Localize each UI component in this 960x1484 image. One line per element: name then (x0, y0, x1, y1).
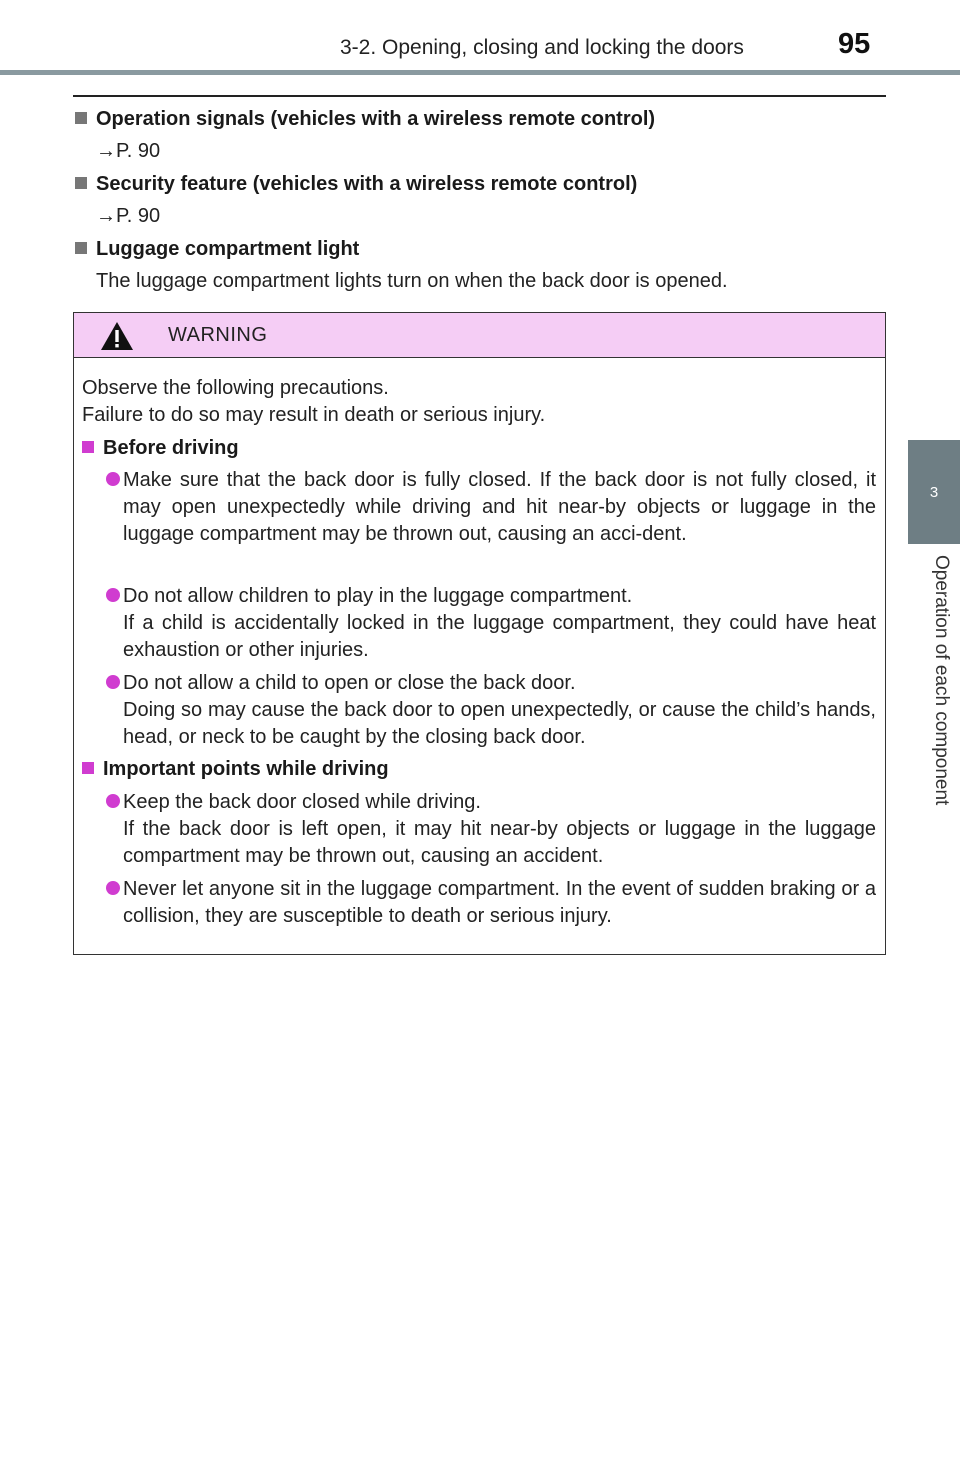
bullet-dot-icon (106, 472, 120, 486)
warning-triangle-icon (100, 320, 134, 352)
square-bullet-icon (75, 112, 87, 124)
section-heading: Operation signals (vehicles with a wireless remote control) (75, 108, 655, 131)
section-body: The luggage compartment lights turn on when the back door is opened. (96, 270, 728, 292)
bullet-dot-icon (106, 588, 120, 602)
square-bullet-icon (75, 242, 87, 254)
bullet-dot-icon (106, 794, 120, 808)
page-reference: →P. 90 (96, 205, 161, 227)
page-number: 95 (838, 28, 871, 60)
square-bullet-icon (75, 177, 87, 189)
section-heading: Luggage compartment light (75, 238, 359, 261)
section-heading: Security feature (vehicles with a wireless remote control) (75, 173, 637, 196)
warning-bullet: Keep the back door closed while driving. If the back door is left open, it may hit near-by objects or luggage in the luggage compartment may be thrown out, causing an accident. (106, 789, 876, 870)
header-rule (0, 70, 960, 75)
warning-bullet: Do not allow children to play in the luggage compartment. If a child is accidentally locked in the luggage compartment, they could have heat exhaustion or other injuries. (106, 583, 876, 664)
warning-intro-line: Failure to do so may result in death or serious injury. (82, 404, 546, 426)
content-top-rule (73, 95, 886, 97)
warning-bullet: Make sure that the back door is fully closed. If the back door is not fully closed, it may open unexpectedly while driving and hit near-by objects or luggage in the luggage compartment may be thrown out, causing an acci-dent. (106, 467, 876, 548)
chapter-tab (908, 440, 960, 544)
square-bullet-icon (82, 762, 94, 774)
warning-title: WARNING (168, 324, 268, 346)
warning-header (74, 313, 885, 358)
square-bullet-icon (82, 441, 94, 453)
page-reference: →P. 90 (96, 140, 161, 162)
chapter-number: 3 (929, 483, 939, 501)
bullet-dot-icon (106, 881, 120, 895)
warning-group-heading: Before driving (82, 437, 239, 460)
warning-bullet: Do not allow a child to open or close the back door. Doing so may cause the back door to open unexpectedly, or cause the child’s hands, head, or neck to be caught by the closing back door. (106, 670, 876, 751)
warning-intro-line: Observe the following precautions. (82, 377, 389, 399)
warning-box (73, 312, 886, 955)
bullet-dot-icon (106, 675, 120, 689)
warning-bullet: Never let anyone sit in the luggage compartment. In the event of sudden braking or a collision, they are susceptible to death or serious injury. (106, 876, 876, 930)
section-title: 3-2. Opening, closing and locking the doors (340, 36, 744, 59)
warning-group-heading: Important points while driving (82, 758, 389, 781)
chapter-label: Operation of each component (931, 555, 952, 806)
